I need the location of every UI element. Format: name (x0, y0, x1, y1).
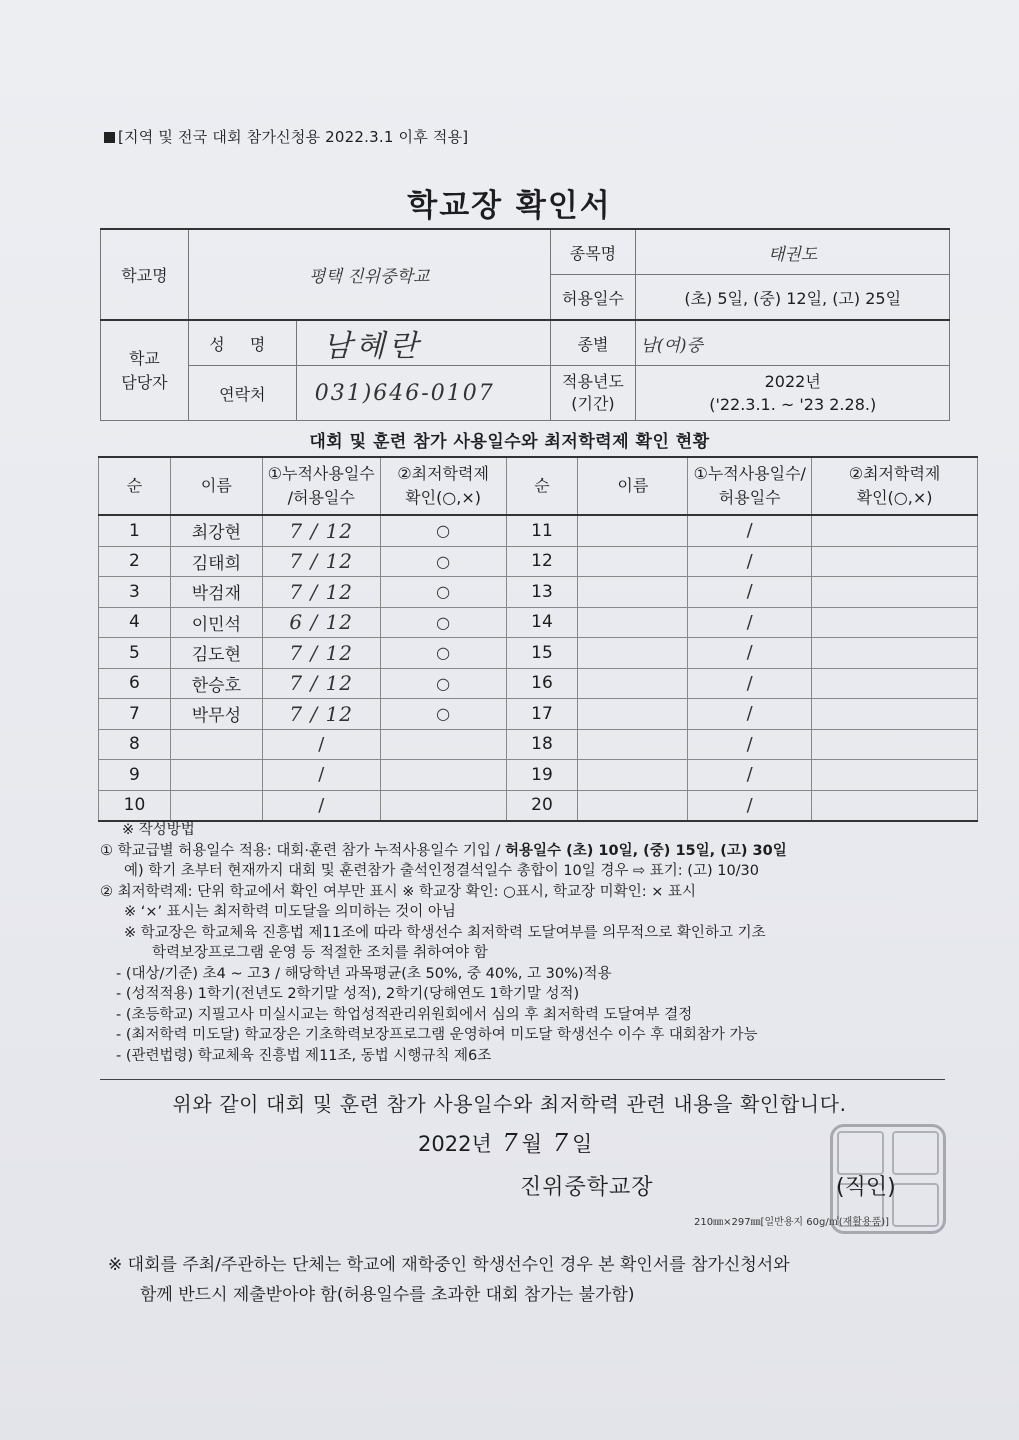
row-days-2: / (688, 515, 812, 546)
row-name: 김태희 (170, 546, 262, 577)
row-name-2 (578, 638, 688, 669)
row-days: 7 / 12 (262, 577, 380, 608)
row-name: 최강현 (170, 515, 262, 546)
row-confirm: ○ (380, 699, 506, 730)
note-4b: 학력보장프로그램 운영 등 적절한 조치를 취하여야 함 (152, 945, 488, 961)
date-year: 2022년 (418, 1132, 492, 1156)
row-no-2: 20 (506, 790, 578, 821)
row-days: / (262, 729, 380, 760)
row-no-2: 13 (506, 577, 578, 608)
row-days: 7 / 12 (262, 546, 380, 577)
row-days: 7 / 12 (262, 638, 380, 669)
row-name-2 (578, 760, 688, 791)
allowed-days-label: 허용일수 (550, 275, 636, 321)
issue-date (418, 1128, 592, 1158)
note-dash-3: - (초등학교) 지필고사 미실시교는 학업성적관리위원회에서 심의 후 최저학력 도달여부 결정 (116, 1006, 693, 1023)
table-row (99, 729, 978, 760)
square-bullet-icon (104, 132, 115, 143)
table-row (99, 515, 978, 546)
row-confirm: ○ (380, 515, 506, 546)
table-row (99, 760, 978, 791)
seal-label: (직인) (836, 1175, 896, 1200)
row-confirm: ○ (380, 607, 506, 638)
contact-value: 031)646-0107 (296, 366, 550, 421)
row-no: 6 (99, 668, 171, 699)
row-days-2: / (688, 668, 812, 699)
footer-line-2: 함께 반드시 제출받아야 함(허용일수를 초과한 대회 참가는 불가함) (140, 1285, 635, 1305)
row-no: 9 (99, 760, 171, 791)
allowed-days-value: (초) 5일, (중) 12일, (고) 25일 (636, 275, 950, 321)
row-days-2: / (688, 729, 812, 760)
seal-cell (892, 1131, 939, 1175)
table-row (99, 577, 978, 608)
date-day-unit: 일 (571, 1132, 593, 1156)
row-confirm-2 (812, 546, 978, 577)
row-days-2: / (688, 577, 812, 608)
row-days: 6 / 12 (262, 607, 380, 638)
row-confirm: ○ (380, 668, 506, 699)
row-confirm-2 (812, 699, 978, 730)
seal-cell (892, 1183, 939, 1227)
footer-line-1: ※ 대회를 주최/주관하는 단체는 학교에 재학중인 학생선수인 경우 본 확인서를 참가신청서와 (108, 1255, 790, 1275)
row-days-2: / (688, 760, 812, 791)
row-name: 박검재 (170, 577, 262, 608)
row-name: 김도현 (170, 638, 262, 669)
row-no: 10 (99, 790, 171, 821)
table-row (99, 668, 978, 699)
row-confirm-2 (812, 515, 978, 546)
year-label: 적용년도 (기간) (550, 366, 636, 421)
table-row (99, 638, 978, 669)
row-confirm (380, 790, 506, 821)
row-confirm (380, 760, 506, 791)
note-dash-2: - (성적적용) 1학기(전년도 2학기말 성적), 2학기(당해연도 1학기말 성적) (116, 986, 580, 1002)
contact-label: 연락처 (188, 366, 296, 421)
row-confirm-2 (812, 790, 978, 821)
row-days-2: / (688, 638, 812, 669)
date-month-unit: 월 (521, 1132, 542, 1156)
table-row (99, 699, 978, 730)
row-confirm-2 (812, 729, 978, 760)
row-days: 7 / 12 (262, 515, 380, 546)
manager-name-value: 남혜란 (296, 320, 550, 366)
col-days-2: ①누적사용일수/ 허용일수 (688, 457, 812, 515)
row-days: / (262, 790, 380, 821)
period-value: ('22.3.1. ~ '23 2.28.) (709, 395, 877, 414)
row-no: 8 (99, 729, 171, 760)
school-info-table (100, 228, 950, 421)
manager-label: 학교 담당자 (101, 320, 189, 421)
row-name (170, 760, 262, 791)
note-dash-1: - (대상/기준) 초4 ~ 고3 / 해당학년 과목평균(초 50%, 중 40%, 고 30%)적용 (116, 965, 612, 982)
note-1-example: 예) 학기 초부터 현재까지 대회 및 훈련참가 출석인정결석일수 총합이 10일 경우 ⇨ 표기: (고) 10/30 (124, 863, 760, 879)
row-confirm-2 (812, 638, 978, 669)
row-name: 박무성 (170, 699, 262, 730)
table-row (99, 546, 978, 577)
col-no-2: 순 (506, 457, 578, 515)
row-confirm-2 (812, 668, 978, 699)
note-1-text: ① 학교급별 허용일수 적용: 대회·훈련 참가 누적사용일수 기입 / (100, 842, 506, 859)
note-1-bold: 허용일수 (초) 10일, (중) 15일, (고) 30일 (505, 842, 787, 859)
row-no-2: 17 (506, 699, 578, 730)
row-name-2 (578, 515, 688, 546)
row-name-2 (578, 546, 688, 577)
status-table (98, 456, 978, 822)
row-no: 1 (99, 515, 171, 546)
note-dash-4: - (최저학력 미도달) 학교장은 기초학력보장프로그램 운영하여 미도달 학생선수 이수 후 대회참가 가능 (116, 1027, 758, 1043)
status-title: 대회 및 훈련 참가 사용일수와 최저학력제 확인 현황 (309, 432, 710, 452)
category-value: 남(여)중 (636, 320, 950, 366)
writing-instructions (100, 820, 960, 1066)
row-name-2 (578, 729, 688, 760)
col-days: ①누적사용일수 /허용일수 (262, 457, 380, 515)
year-value-cell (636, 366, 950, 421)
row-name (170, 729, 262, 760)
table-row (99, 607, 978, 638)
table-row (99, 790, 978, 821)
principal-title: 진위중학교장 (520, 1175, 654, 1200)
status-body (99, 515, 978, 821)
sport-label: 종목명 (550, 229, 636, 275)
row-name-2 (578, 668, 688, 699)
row-no-2: 14 (506, 607, 578, 638)
row-confirm-2 (812, 607, 978, 638)
row-days-2: / (688, 546, 812, 577)
status-header-row (99, 457, 978, 515)
row-name (170, 790, 262, 821)
row-no-2: 18 (506, 729, 578, 760)
row-days-2: / (688, 607, 812, 638)
row-no-2: 11 (506, 515, 578, 546)
row-name: 이민석 (170, 607, 262, 638)
notes-heading: ※ 작성방법 (122, 822, 195, 838)
row-no: 7 (99, 699, 171, 730)
row-confirm (380, 729, 506, 760)
divider (100, 1079, 945, 1080)
row-confirm-2 (812, 760, 978, 791)
school-name-label: 학교명 (101, 229, 189, 320)
form-usage-note (104, 126, 468, 147)
row-confirm: ○ (380, 546, 506, 577)
category-label: 종별 (550, 320, 636, 366)
page-title: 학교장 확인서 (407, 188, 612, 224)
row-no-2: 16 (506, 668, 578, 699)
row-confirm: ○ (380, 638, 506, 669)
row-no-2: 12 (506, 546, 578, 577)
row-days-2: / (688, 699, 812, 730)
row-name-2 (578, 607, 688, 638)
form-usage-note-text: [지역 및 전국 대회 참가신청용 2022.3.1 이후 적용] (118, 128, 469, 146)
footer-note (108, 1250, 928, 1310)
confirmation-statement: 위와 같이 대회 및 훈련 참가 사용일수와 최저학력 관련 내용을 확인합니다. (172, 1092, 847, 1116)
school-name-value: 평택 진위중학교 (188, 229, 550, 320)
row-days: 7 / 12 (262, 668, 380, 699)
row-no: 5 (99, 638, 171, 669)
sport-value: 태권도 (636, 229, 950, 275)
row-name-2 (578, 577, 688, 608)
paper-spec: 210㎜×297㎜[일반용지 60g/㎡(재활용품)] (694, 1217, 890, 1228)
col-confirm-2: ②최저학력제 확인(○,×) (812, 457, 978, 515)
row-confirm-2 (812, 577, 978, 608)
seal-cell (837, 1131, 884, 1175)
row-days: 7 / 12 (262, 699, 380, 730)
date-month: 7 (502, 1129, 518, 1157)
row-name-2 (578, 790, 688, 821)
row-name-2 (578, 699, 688, 730)
year-value: 2022년 (764, 372, 821, 391)
row-days: / (262, 760, 380, 791)
col-no: 순 (99, 457, 171, 515)
note-1 (100, 841, 960, 862)
col-name-2: 이름 (578, 457, 688, 515)
row-name: 한승호 (170, 668, 262, 699)
manager-name-label: 성 명 (188, 320, 296, 366)
row-days-2: / (688, 790, 812, 821)
row-no: 3 (99, 577, 171, 608)
row-no: 4 (99, 607, 171, 638)
col-confirm: ②최저학력제 확인(○,×) (380, 457, 506, 515)
row-no-2: 19 (506, 760, 578, 791)
note-dash-5: - (관련법령) 학교체육 진흥법 제11조, 동법 시행규칙 제6조 (116, 1047, 492, 1064)
row-confirm: ○ (380, 577, 506, 608)
note-2: ② 최저학력제: 단위 학교에서 확인 여부만 표시 ※ 학교장 확인: ○표시, 학교장 미확인: × 표시 (100, 883, 696, 900)
row-no: 2 (99, 546, 171, 577)
col-name: 이름 (170, 457, 262, 515)
date-day: 7 (552, 1129, 568, 1157)
note-4a: ※ 학교장은 학교체육 진흥법 제11조에 따라 학생선수 최저학력 도달여부를 의무적으로 확인하고 기초 (124, 924, 766, 941)
note-3: ※ ‘×’ 표시는 최저학력 미도달을 의미하는 것이 아님 (124, 904, 456, 920)
row-no-2: 15 (506, 638, 578, 669)
